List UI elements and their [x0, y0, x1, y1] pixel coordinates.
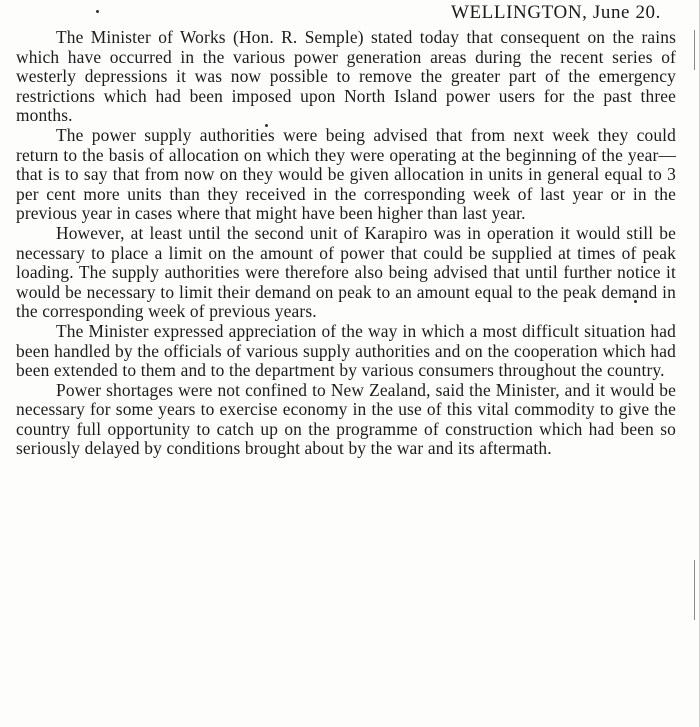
article-body	[16, 28, 676, 459]
paragraph-5: Power shortages were not confined to New Zealand, said the Minister, and it would be necessary for some years to exercise economy in the use of this vital commodity to give the country full opportunity to catch up on the programme of construction which had been so seriously delayed by conditions brought about by the war and its aftermath.	[16, 379, 676, 459]
scan-edge-mark	[694, 560, 695, 620]
scan-edge-mark	[694, 30, 695, 70]
paragraph-2: The power supply authorities were being advised that from next week they could return to the basis of allocation on which they were operating at the beginning of the year—that is to say that from now on they would be given allocation in units in general equal to 3 per cent more units than they received in the corresponding week of last year or in the previous year in cases where that might have been higher than last year.	[16, 124, 676, 224]
paragraph-4: The Minister expressed appreciation of the way in which a most difficult situation had been handled by the officials of various supply authorities and on the cooperation which had been extended to them and to the department by various consumers throughout the country.	[16, 320, 676, 381]
dateline: WELLINGTON, June 20.	[450, 2, 661, 23]
paragraph-3: However, at least until the second unit of Karapiro was in operation it would still be necessary to place a limit on the amount of power that could be supplied at times of peak loading. The supply authorities were therefore also being advised that until further notice it would be necessary to limit their demand on peak to an amount equal to the peak demand in the corresponding week of previous years.	[16, 222, 676, 322]
paragraph-1: The Minister of Works (Hon. R. Semple) stated today that consequent on the rains which have occurred in the various power generation areas during the recent series of westerly depressions it was now possible to remove the greater part of the emergency restrictions which had been imposed upon North Island power users for the past three months.	[16, 27, 676, 126]
print-speck	[96, 10, 99, 13]
